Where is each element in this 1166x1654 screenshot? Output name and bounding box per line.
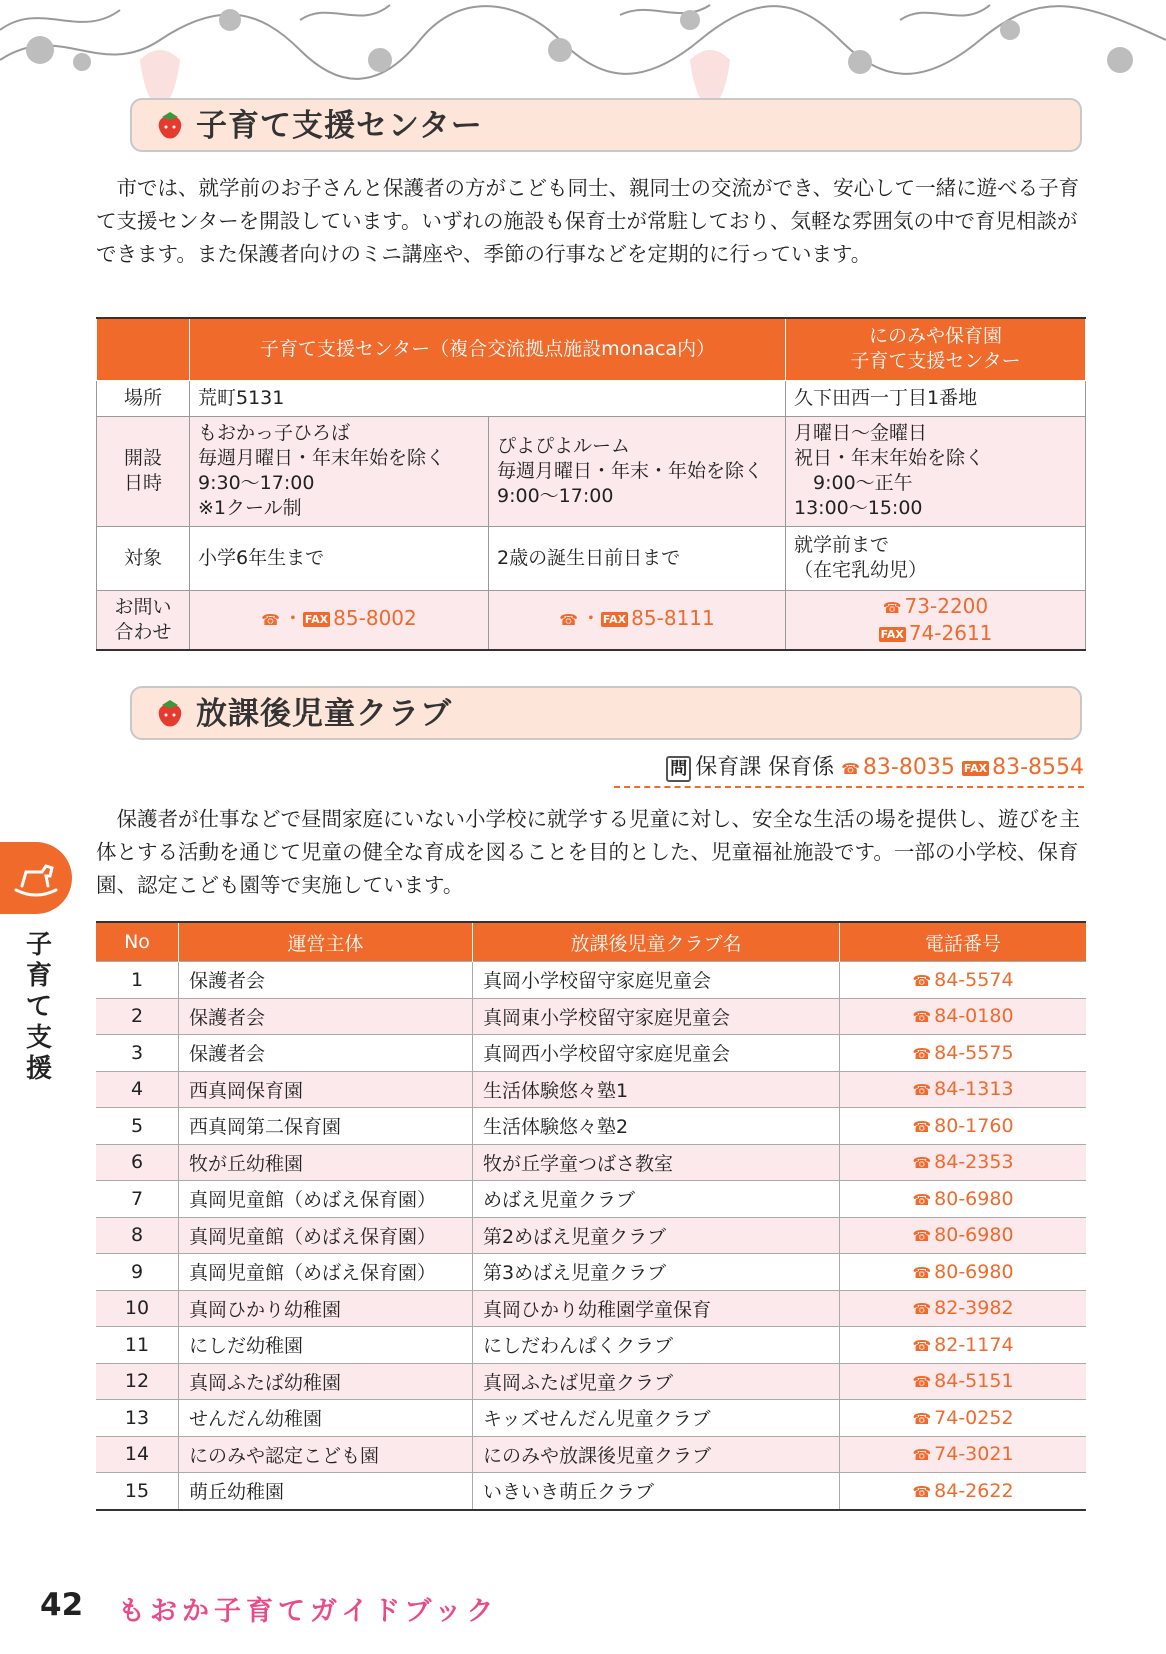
afterschool-club-table: [96, 921, 1086, 1511]
contact-fax: 83-8554: [992, 755, 1084, 780]
cell-operator: 牧が丘幼稚園: [179, 1144, 473, 1181]
cell-operator: 保護者会: [179, 998, 473, 1035]
table-row: [96, 1035, 1086, 1072]
row-label-contact: お問い 合わせ: [97, 590, 190, 650]
cell-phone[interactable]: ☎ 80-6980: [840, 1217, 1087, 1254]
cell-phone[interactable]: ☎ 84-5574: [840, 962, 1087, 999]
cell-operator: 西真岡保育園: [179, 1071, 473, 1108]
phone-icon: [912, 1078, 934, 1100]
cell-no: 12: [96, 1363, 179, 1400]
cell-club: 真岡東小学校留守家庭児童会: [473, 998, 840, 1035]
fax-icon: FAX: [963, 761, 988, 775]
cell-club: 第3めばえ児童クラブ: [473, 1254, 840, 1291]
cell-phone[interactable]: ☎ 82-1174: [840, 1327, 1087, 1364]
phone-icon: [883, 594, 905, 618]
cell-phone[interactable]: ☎ 84-2353: [840, 1144, 1087, 1181]
cell-club: 生活体験悠々塾2: [473, 1108, 840, 1145]
hours-ninomiya: 月曜日〜金曜日 祝日・年末年始を除く 9:00〜正午 13:00〜15:00: [786, 416, 1086, 526]
cell-no: 15: [96, 1473, 179, 1510]
phone-icon: [559, 606, 581, 630]
cell-no: 2: [96, 998, 179, 1035]
table-row: [96, 1290, 1086, 1327]
strawberry-icon: [156, 698, 184, 730]
target-piyopiyo: 2歳の誕生日前日まで: [489, 526, 786, 590]
table-row: [97, 380, 1086, 416]
cell-no: 10: [96, 1290, 179, 1327]
table-row: [97, 526, 1086, 590]
cell-no: 1: [96, 962, 179, 999]
cell-no: 14: [96, 1436, 179, 1473]
cell-club: 真岡ふたば児童クラブ: [473, 1363, 840, 1400]
cell-phone[interactable]: ☎ 84-5575: [840, 1035, 1087, 1072]
cell-no: 11: [96, 1327, 179, 1364]
table-row: [96, 1327, 1086, 1364]
row-label-target: 対象: [97, 526, 190, 590]
table-header-ninomiya: にのみや保育園 子育て支援センター: [786, 318, 1086, 380]
cell-phone[interactable]: ☎ 84-1313: [840, 1071, 1087, 1108]
phone-icon: [912, 1005, 934, 1027]
cell-phone[interactable]: ☎ 80-6980: [840, 1254, 1087, 1291]
contact-dept: 保育課 保育係: [695, 755, 835, 780]
phone-icon: [912, 1224, 934, 1246]
phone-icon: [912, 1042, 934, 1064]
support-center-description: 市では、就学前のお子さんと保護者の方がこども同士、親同士の交流ができ、安心して一緒に遊べる子育て支援センターを開設しています。いずれの施設も保育士が常駐しており、気軽な雰囲気の中で育児相談ができます。また保護者向けのミニ講座や、季節の行事などを定期的に行っています。: [96, 176, 1080, 266]
table-row: [96, 1473, 1086, 1510]
cell-phone[interactable]: ☎ 84-0180: [840, 998, 1087, 1035]
cell-operator: 真岡ふたば幼稚園: [179, 1363, 473, 1400]
side-tab-label: 子育て支援: [26, 930, 53, 1084]
cell-club: 真岡ひかり幼稚園学童保育: [473, 1290, 840, 1327]
cell-operator: 真岡ひかり幼稚園: [179, 1290, 473, 1327]
cell-no: 7: [96, 1181, 179, 1218]
cell-operator: 萌丘幼稚園: [179, 1473, 473, 1510]
phone-icon: [912, 969, 934, 991]
phone-icon: [912, 1115, 934, 1137]
afterschool-description: 保護者が仕事などで昼間家庭にいない小学校に就学する児童に対し、安全な生活の場を提供し、遊びを主体とする活動を通じて児童の健全な育成を図ることを目的とした、児童福祉施設です。一部の小学校、保育園、認定こども園等で実施しています。: [96, 807, 1080, 897]
cell-club: 第2めばえ児童クラブ: [473, 1217, 840, 1254]
phone-icon: [912, 1443, 934, 1465]
rocking-horse-icon: [12, 858, 60, 898]
table-row: [96, 1181, 1086, 1218]
table-row: [96, 1254, 1086, 1291]
cell-phone[interactable]: ☎ 84-2622: [840, 1473, 1087, 1510]
place-ninomiya: 久下田西一丁目1番地: [786, 380, 1086, 416]
cell-club: 牧が丘学童つばさ教室: [473, 1144, 840, 1181]
cell-operator: 真岡児童館（めばえ保育園）: [179, 1181, 473, 1218]
fax-icon: FAX: [304, 613, 329, 627]
cell-phone[interactable]: ☎ 82-3982: [840, 1290, 1087, 1327]
table-row: [96, 998, 1086, 1035]
cell-phone[interactable]: ☎ 80-1760: [840, 1108, 1087, 1145]
cell-no: 3: [96, 1035, 179, 1072]
guide-title: もおか子育てガイドブック: [118, 1596, 499, 1627]
cell-no: 5: [96, 1108, 179, 1145]
table-row: [97, 416, 1086, 526]
cell-club: 真岡西小学校留守家庭児童会: [473, 1035, 840, 1072]
cell-club: キッズせんだん児童クラブ: [473, 1400, 840, 1437]
table-header-blank: [97, 318, 190, 380]
phone-icon: [912, 1480, 934, 1502]
table-row: [96, 962, 1086, 999]
hours-piyopiyo: ぴよぴよルーム 毎週月曜日・年末・年始を除く 9:00〜17:00: [489, 416, 786, 526]
section-title: 子育て支援センター: [196, 108, 483, 144]
target-ninomiya: 就学前まで （在宅乳幼児）: [786, 526, 1086, 590]
cell-club: にしだわんぱくクラブ: [473, 1327, 840, 1364]
cell-club: 真岡小学校留守家庭児童会: [473, 962, 840, 999]
cell-phone[interactable]: ☎ 74-0252: [840, 1400, 1087, 1437]
row-label-place: 場所: [97, 380, 190, 416]
cell-operator: せんだん幼稚園: [179, 1400, 473, 1437]
contact-monaca-a[interactable]: ☎ ・ FAX 85-8002: [190, 590, 489, 650]
phone-icon: [261, 606, 283, 630]
phone-icon: [841, 755, 863, 780]
strawberry-icon: [156, 110, 184, 142]
cell-no: 8: [96, 1217, 179, 1254]
cell-no: 9: [96, 1254, 179, 1291]
cell-club: 生活体験悠々塾1: [473, 1071, 840, 1108]
cell-operator: 保護者会: [179, 1035, 473, 1072]
hours-mookakko: もおかっ子ひろば 毎週月曜日・年末年始を除く 9:30〜17:00 ※1クール制: [190, 416, 489, 526]
target-mookakko: 小学6年生まで: [190, 526, 489, 590]
table-header-monaca: 子育て支援センター（複合交流拠点施設monaca内）: [190, 318, 786, 380]
contact-tel[interactable]: 83-8035: [862, 755, 955, 780]
table-row: [97, 590, 1086, 650]
section-title: 放課後児童クラブ: [196, 696, 452, 732]
fax-icon: FAX: [602, 613, 627, 627]
page-number: 42: [40, 1587, 84, 1623]
table-row: [96, 1144, 1086, 1181]
cell-phone[interactable]: ☎ 74-3021: [840, 1436, 1087, 1473]
table-row: [96, 1108, 1086, 1145]
cell-phone[interactable]: ☎ 80-6980: [840, 1181, 1087, 1218]
afterschool-contact: [614, 750, 1084, 788]
cell-operator: 真岡児童館（めばえ保育園）: [179, 1254, 473, 1291]
phone-icon: [912, 1370, 934, 1392]
cell-phone[interactable]: ☎ 84-5151: [840, 1363, 1087, 1400]
cell-no: 13: [96, 1400, 179, 1437]
phone-icon: [912, 1261, 934, 1283]
cell-operator: にのみや認定こども園: [179, 1436, 473, 1473]
column-header-club: 放課後児童クラブ名: [473, 922, 840, 962]
inquiry-badge: 問: [666, 756, 691, 782]
column-header-no: No: [96, 922, 179, 962]
cell-operator: にしだ幼稚園: [179, 1327, 473, 1364]
phone-icon: [912, 1407, 934, 1429]
cell-operator: 保護者会: [179, 962, 473, 999]
column-header-phone: 電話番号: [840, 922, 1087, 962]
section-header-afterschool-club: [96, 686, 1082, 740]
column-header-operator: 運営主体: [179, 922, 473, 962]
row-label-hours: 開設 日時: [97, 416, 190, 526]
table-row: [96, 1217, 1086, 1254]
table-row: [96, 1400, 1086, 1437]
phone-icon: [912, 1188, 934, 1210]
contact-ninomiya[interactable]: ☎ 73-2200 FAX 74-2611: [786, 590, 1086, 650]
table-row: [96, 1436, 1086, 1473]
phone-icon: [912, 1151, 934, 1173]
floral-header-decoration: [0, 0, 1166, 110]
fax-icon: FAX: [880, 627, 904, 641]
cell-no: 6: [96, 1144, 179, 1181]
phone-icon: [912, 1334, 934, 1356]
place-monaca: 荒町5131: [190, 380, 786, 416]
table-row: [96, 1071, 1086, 1108]
cell-club: めばえ児童クラブ: [473, 1181, 840, 1218]
cell-club: いきいき萌丘クラブ: [473, 1473, 840, 1510]
table-row: [96, 1363, 1086, 1400]
cell-no: 4: [96, 1071, 179, 1108]
side-tab[interactable]: [0, 842, 72, 914]
cell-club: にのみや放課後児童クラブ: [473, 1436, 840, 1473]
phone-icon: [912, 1297, 934, 1319]
section-header-support-center: [96, 98, 1082, 152]
support-center-table: [96, 317, 1086, 651]
cell-operator: 真岡児童館（めばえ保育園）: [179, 1217, 473, 1254]
contact-monaca-b[interactable]: ☎ ・ FAX 85-8111: [489, 590, 786, 650]
cell-operator: 西真岡第二保育園: [179, 1108, 473, 1145]
